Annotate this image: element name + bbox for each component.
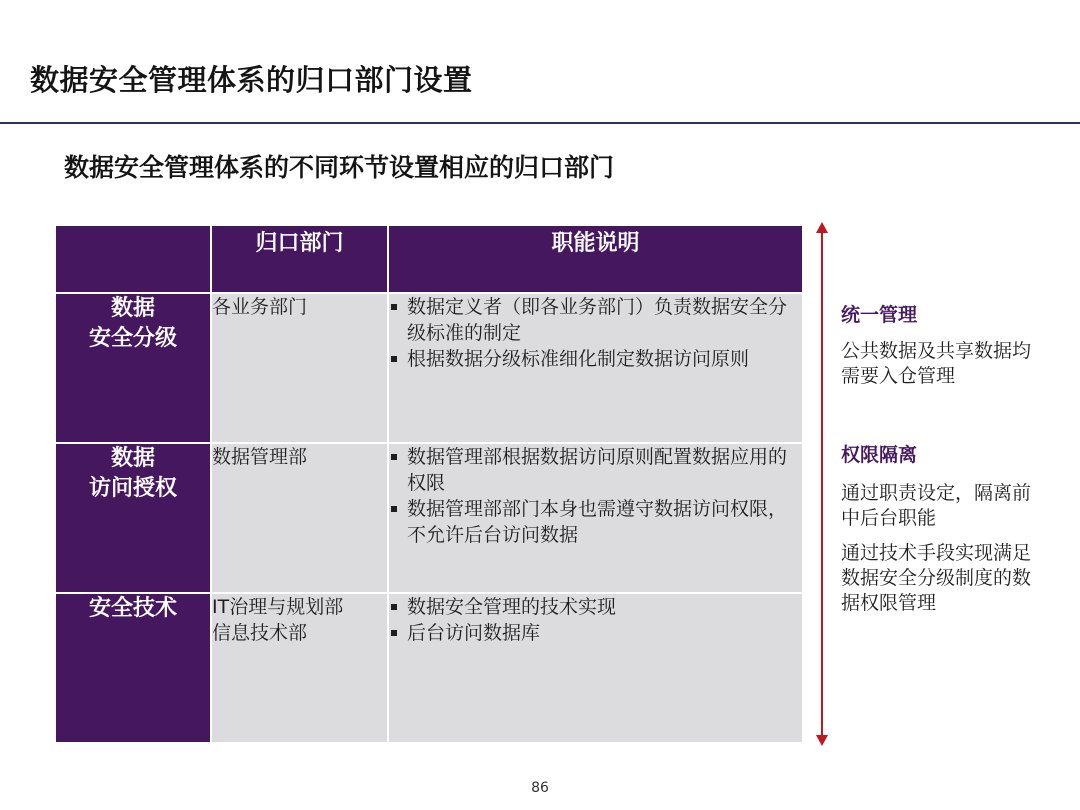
side-heading: 权限隔离 [841, 444, 918, 466]
page-title: 数据安全管理体系的归口部门设置 [30, 63, 473, 97]
header-corner-cell [55, 225, 211, 293]
department-table [54, 224, 804, 744]
desc-cell [388, 593, 803, 743]
side-block-permission-isolation [841, 440, 1041, 616]
bullet-list [389, 444, 802, 548]
table-row [55, 293, 803, 443]
double-arrow-icon [812, 222, 832, 746]
desc-cell [388, 293, 803, 443]
bullet-item: 数据定义者（即各业务部门）负责数据安全分级标准的制定 [389, 294, 802, 346]
bullet-item: 数据管理部部门本身也需遵守数据访问权限，不允许后台访问数据 [389, 496, 802, 548]
side-heading: 统一管理 [841, 304, 918, 326]
table-row [55, 593, 803, 743]
row-label-security-classification: 数据 安全分级 [55, 293, 211, 443]
table-header-row [55, 225, 803, 293]
bullet-item: 数据安全管理的技术实现 [389, 594, 802, 620]
page-number: 86 [531, 780, 549, 796]
page-subtitle: 数据安全管理体系的不同环节设置相应的归口部门 [64, 153, 615, 182]
row-label-access-authorization: 数据 访问授权 [55, 443, 211, 593]
bullet-item: 数据管理部根据数据访问原则配置数据应用的权限 [389, 444, 802, 496]
bullet-list [389, 594, 802, 646]
dept-cell: IT治理与规划部 信息技术部 [211, 593, 388, 743]
header-desc: 职能说明 [388, 225, 803, 293]
table-row [55, 443, 803, 593]
row-label-security-technology: 安全技术 [55, 593, 211, 743]
bullet-item: 后台访问数据库 [389, 620, 802, 646]
desc-cell [388, 443, 803, 593]
title-divider [0, 122, 1080, 124]
side-text: 通过技术手段实现满足数据安全分级制度的数据权限管理 [841, 542, 1032, 614]
side-block-unified-management [841, 300, 1041, 389]
side-text: 公共数据及共享数据均需要入仓管理 [841, 340, 1032, 387]
bullet-item: 根据数据分级标准细化制定数据访问原则 [389, 346, 802, 372]
header-dept: 归口部门 [211, 225, 388, 293]
bullet-list [389, 294, 802, 372]
side-text: 通过职责设定，隔离前中后台职能 [841, 482, 1032, 529]
dept-cell: 各业务部门 [211, 293, 388, 443]
dept-cell: 数据管理部 [211, 443, 388, 593]
